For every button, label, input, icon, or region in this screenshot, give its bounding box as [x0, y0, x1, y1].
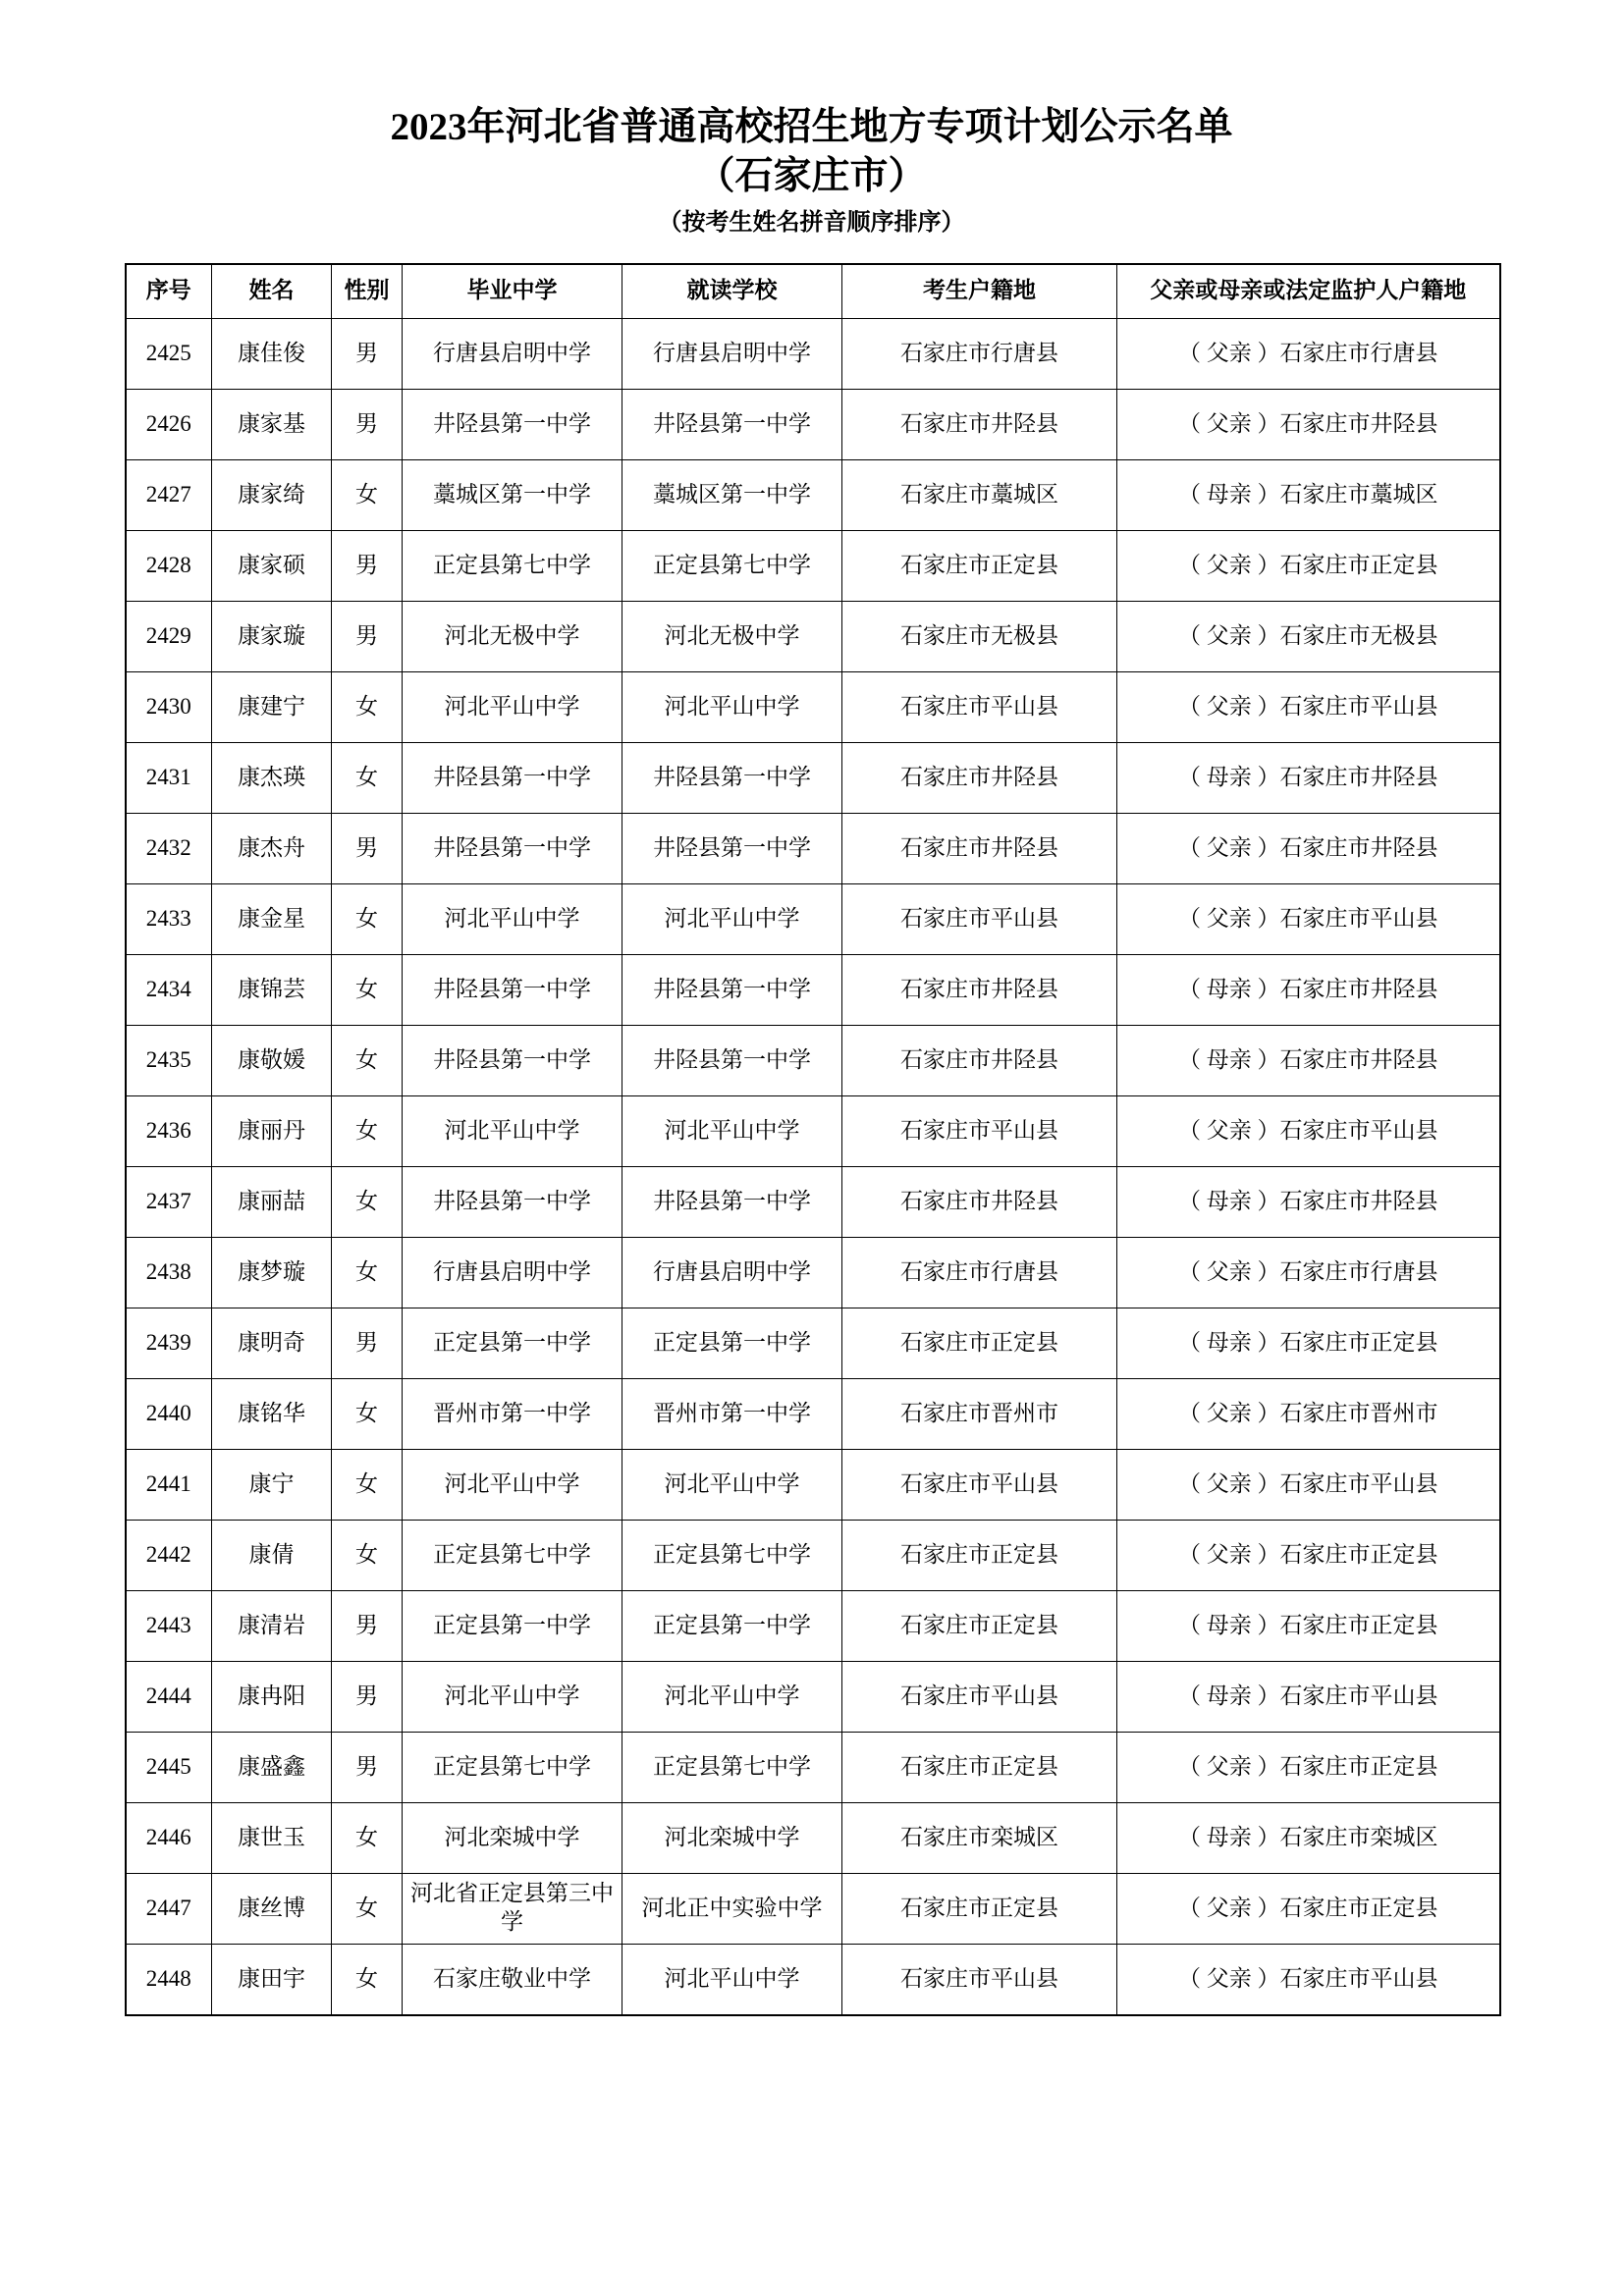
page-title: 2023年河北省普通高校招生地方专项计划公示名单 [390, 106, 1233, 148]
cell-attending-school: 行唐县启明中学 [622, 318, 842, 389]
cell-graduated-school: 正定县第一中学 [403, 1308, 622, 1378]
cell-guardian-household: （ 母亲 ）石家庄市井陉县 [1117, 1025, 1500, 1095]
table-row [126, 459, 1500, 530]
cell-student-household: 石家庄市晋州市 [842, 1378, 1117, 1449]
cell-guardian-household: （ 母亲 ）石家庄市井陉县 [1117, 954, 1500, 1025]
cell-guardian-household: （ 母亲 ）石家庄市平山县 [1117, 1661, 1500, 1732]
cell-gender: 男 [332, 601, 403, 671]
cell-graduated-school: 河北无极中学 [403, 601, 622, 671]
table-row [126, 389, 1500, 459]
cell-guardian-household: （ 母亲 ）石家庄市井陉县 [1117, 742, 1500, 813]
cell-index: 2445 [126, 1732, 212, 1802]
cell-student-household: 石家庄市井陉县 [842, 742, 1117, 813]
cell-student-household: 石家庄市平山县 [842, 1661, 1117, 1732]
cell-attending-school: 正定县第七中学 [622, 1732, 842, 1802]
table-row [126, 1520, 1500, 1590]
cell-guardian-household: （ 父亲 ）石家庄市晋州市 [1117, 1378, 1500, 1449]
cell-name: 康家硕 [212, 530, 332, 601]
cell-graduated-school: 井陉县第一中学 [403, 1025, 622, 1095]
cell-index: 2438 [126, 1237, 212, 1308]
cell-student-household: 石家庄市正定县 [842, 1520, 1117, 1590]
table-row [126, 1590, 1500, 1661]
cell-student-household: 石家庄市行唐县 [842, 318, 1117, 389]
cell-graduated-school: 河北栾城中学 [403, 1802, 622, 1873]
cell-graduated-school: 河北平山中学 [403, 1661, 622, 1732]
cell-graduated-school: 河北省正定县第三中学 [403, 1873, 622, 1944]
cell-gender: 女 [332, 1095, 403, 1166]
cell-attending-school: 河北平山中学 [622, 1661, 842, 1732]
cell-gender: 女 [332, 954, 403, 1025]
cell-attending-school: 河北平山中学 [622, 1944, 842, 2015]
cell-name: 康佳俊 [212, 318, 332, 389]
cell-name: 康敬媛 [212, 1025, 332, 1095]
cell-attending-school: 井陉县第一中学 [622, 1025, 842, 1095]
column-header-gender: 性别 [332, 264, 403, 319]
cell-guardian-household: （ 父亲 ）石家庄市平山县 [1117, 671, 1500, 742]
cell-name: 康丝博 [212, 1873, 332, 1944]
cell-name: 康家绮 [212, 459, 332, 530]
cell-guardian-household: （ 母亲 ）石家庄市正定县 [1117, 1308, 1500, 1378]
cell-guardian-household: （ 父亲 ）石家庄市无极县 [1117, 601, 1500, 671]
cell-attending-school: 井陉县第一中学 [622, 389, 842, 459]
cell-gender: 女 [332, 1944, 403, 2015]
column-header-index: 序号 [126, 264, 212, 319]
cell-graduated-school: 石家庄敬业中学 [403, 1944, 622, 2015]
cell-attending-school: 河北平山中学 [622, 1095, 842, 1166]
table-row [126, 954, 1500, 1025]
cell-attending-school: 正定县第七中学 [622, 530, 842, 601]
cell-gender: 男 [332, 1732, 403, 1802]
column-header-student-household: 考生户籍地 [842, 264, 1117, 319]
cell-student-household: 石家庄市井陉县 [842, 1025, 1117, 1095]
cell-graduated-school: 正定县第七中学 [403, 530, 622, 601]
cell-student-household: 石家庄市井陉县 [842, 813, 1117, 883]
table-row [126, 1237, 1500, 1308]
cell-graduated-school: 藁城区第一中学 [403, 459, 622, 530]
cell-gender: 女 [332, 1802, 403, 1873]
cell-guardian-household: （ 父亲 ）石家庄市平山县 [1117, 1449, 1500, 1520]
table-row [126, 813, 1500, 883]
table-row [126, 1166, 1500, 1237]
table-row [126, 1661, 1500, 1732]
cell-name: 康清岩 [212, 1590, 332, 1661]
cell-name: 康盛鑫 [212, 1732, 332, 1802]
cell-attending-school: 河北平山中学 [622, 671, 842, 742]
cell-index: 2433 [126, 883, 212, 954]
cell-student-household: 石家庄市正定县 [842, 1873, 1117, 1944]
cell-guardian-household: （ 父亲 ）石家庄市正定县 [1117, 1732, 1500, 1802]
cell-index: 2430 [126, 671, 212, 742]
cell-index: 2426 [126, 389, 212, 459]
cell-guardian-household: （ 母亲 ）石家庄市正定县 [1117, 1590, 1500, 1661]
cell-attending-school: 河北无极中学 [622, 601, 842, 671]
cell-index: 2428 [126, 530, 212, 601]
cell-name: 康建宁 [212, 671, 332, 742]
cell-graduated-school: 井陉县第一中学 [403, 1166, 622, 1237]
cell-index: 2439 [126, 1308, 212, 1378]
cell-index: 2425 [126, 318, 212, 389]
title-block [0, 0, 1623, 238]
cell-index: 2443 [126, 1590, 212, 1661]
cell-gender: 女 [332, 671, 403, 742]
cell-graduated-school: 正定县第七中学 [403, 1520, 622, 1590]
cell-gender: 男 [332, 1661, 403, 1732]
cell-gender: 女 [332, 459, 403, 530]
cell-guardian-household: （ 父亲 ）石家庄市行唐县 [1117, 1237, 1500, 1308]
cell-attending-school: 井陉县第一中学 [622, 954, 842, 1025]
cell-name: 康梦璇 [212, 1237, 332, 1308]
table-row [126, 1308, 1500, 1378]
cell-attending-school: 行唐县启明中学 [622, 1237, 842, 1308]
cell-name: 康家璇 [212, 601, 332, 671]
table-row [126, 1025, 1500, 1095]
cell-graduated-school: 井陉县第一中学 [403, 954, 622, 1025]
cell-graduated-school: 河北平山中学 [403, 1449, 622, 1520]
cell-guardian-household: （ 父亲 ）石家庄市平山县 [1117, 883, 1500, 954]
cell-name: 康明奇 [212, 1308, 332, 1378]
table-row [126, 601, 1500, 671]
cell-name: 康丽喆 [212, 1166, 332, 1237]
table-row [126, 742, 1500, 813]
cell-name: 康金星 [212, 883, 332, 954]
cell-gender: 女 [332, 1378, 403, 1449]
column-header-guardian-household: 父亲或母亲或法定监护人户籍地 [1117, 264, 1500, 319]
table-row [126, 1802, 1500, 1873]
table-row [126, 530, 1500, 601]
cell-attending-school: 藁城区第一中学 [622, 459, 842, 530]
cell-index: 2447 [126, 1873, 212, 1944]
cell-name: 康冉阳 [212, 1661, 332, 1732]
cell-index: 2435 [126, 1025, 212, 1095]
cell-attending-school: 正定县第一中学 [622, 1590, 842, 1661]
cell-gender: 男 [332, 389, 403, 459]
cell-student-household: 石家庄市栾城区 [842, 1802, 1117, 1873]
cell-student-household: 石家庄市正定县 [842, 1308, 1117, 1378]
cell-index: 2437 [126, 1166, 212, 1237]
cell-index: 2432 [126, 813, 212, 883]
cell-guardian-household: （ 父亲 ）石家庄市井陉县 [1117, 389, 1500, 459]
cell-name: 康家基 [212, 389, 332, 459]
cell-attending-school: 井陉县第一中学 [622, 1166, 842, 1237]
cell-graduated-school: 行唐县启明中学 [403, 318, 622, 389]
table-body [126, 318, 1500, 2015]
cell-index: 2440 [126, 1378, 212, 1449]
cell-student-household: 石家庄市平山县 [842, 671, 1117, 742]
cell-attending-school: 河北栾城中学 [622, 1802, 842, 1873]
cell-gender: 女 [332, 742, 403, 813]
cell-student-household: 石家庄市正定县 [842, 1732, 1117, 1802]
cell-index: 2448 [126, 1944, 212, 2015]
cell-graduated-school: 行唐县启明中学 [403, 1237, 622, 1308]
cell-student-household: 石家庄市正定县 [842, 530, 1117, 601]
cell-name: 康丽丹 [212, 1095, 332, 1166]
cell-index: 2446 [126, 1802, 212, 1873]
cell-attending-school: 河北正中实验中学 [622, 1873, 842, 1944]
cell-gender: 女 [332, 1520, 403, 1590]
cell-gender: 男 [332, 1308, 403, 1378]
cell-student-household: 石家庄市平山县 [842, 1449, 1117, 1520]
table-row [126, 671, 1500, 742]
cell-graduated-school: 井陉县第一中学 [403, 742, 622, 813]
roster-table [125, 263, 1501, 2016]
cell-name: 康田宇 [212, 1944, 332, 2015]
cell-gender: 女 [332, 883, 403, 954]
cell-gender: 男 [332, 530, 403, 601]
cell-attending-school: 井陉县第一中学 [622, 813, 842, 883]
cell-guardian-household: （ 父亲 ）石家庄市正定县 [1117, 1873, 1500, 1944]
cell-graduated-school: 河北平山中学 [403, 883, 622, 954]
cell-student-household: 石家庄市行唐县 [842, 1237, 1117, 1308]
table-row [126, 1873, 1500, 1944]
cell-name: 康锦芸 [212, 954, 332, 1025]
cell-guardian-household: （ 父亲 ）石家庄市行唐县 [1117, 318, 1500, 389]
cell-attending-school: 晋州市第一中学 [622, 1378, 842, 1449]
cell-graduated-school: 正定县第七中学 [403, 1732, 622, 1802]
cell-student-household: 石家庄市无极县 [842, 601, 1117, 671]
cell-student-household: 石家庄市井陉县 [842, 1166, 1117, 1237]
cell-name: 康杰舟 [212, 813, 332, 883]
sort-order-note: （按考生姓名拼音顺序排序） [658, 209, 965, 236]
table-row [126, 1095, 1500, 1166]
cell-index: 2441 [126, 1449, 212, 1520]
cell-guardian-household: （ 父亲 ）石家庄市平山县 [1117, 1944, 1500, 2015]
cell-name: 康宁 [212, 1449, 332, 1520]
table-header-row [126, 264, 1500, 319]
cell-attending-school: 正定县第一中学 [622, 1308, 842, 1378]
cell-student-household: 石家庄市平山县 [842, 883, 1117, 954]
column-header-graduated-school: 毕业中学 [403, 264, 622, 319]
cell-attending-school: 正定县第七中学 [622, 1520, 842, 1590]
table-row [126, 1378, 1500, 1449]
roster-table-container [125, 263, 1499, 2016]
cell-gender: 女 [332, 1237, 403, 1308]
cell-guardian-household: （ 父亲 ）石家庄市井陉县 [1117, 813, 1500, 883]
cell-graduated-school: 正定县第一中学 [403, 1590, 622, 1661]
cell-guardian-household: （ 母亲 ）石家庄市栾城区 [1117, 1802, 1500, 1873]
cell-index: 2429 [126, 601, 212, 671]
table-row [126, 1449, 1500, 1520]
cell-guardian-household: （ 父亲 ）石家庄市正定县 [1117, 1520, 1500, 1590]
cell-gender: 女 [332, 1873, 403, 1944]
cell-attending-school: 河北平山中学 [622, 883, 842, 954]
cell-index: 2436 [126, 1095, 212, 1166]
cell-graduated-school: 井陉县第一中学 [403, 813, 622, 883]
cell-student-household: 石家庄市平山县 [842, 1944, 1117, 2015]
cell-attending-school: 河北平山中学 [622, 1449, 842, 1520]
page-subtitle: （石家庄市） [696, 154, 927, 197]
column-header-attending-school: 就读学校 [622, 264, 842, 319]
cell-gender: 男 [332, 813, 403, 883]
cell-gender: 女 [332, 1166, 403, 1237]
cell-index: 2431 [126, 742, 212, 813]
cell-name: 康世玉 [212, 1802, 332, 1873]
cell-graduated-school: 河北平山中学 [403, 671, 622, 742]
cell-attending-school: 井陉县第一中学 [622, 742, 842, 813]
cell-student-household: 石家庄市藁城区 [842, 459, 1117, 530]
cell-graduated-school: 河北平山中学 [403, 1095, 622, 1166]
cell-guardian-household: （ 父亲 ）石家庄市正定县 [1117, 530, 1500, 601]
cell-graduated-school: 晋州市第一中学 [403, 1378, 622, 1449]
table-row [126, 1944, 1500, 2015]
table-row [126, 1732, 1500, 1802]
column-header-name: 姓名 [212, 264, 332, 319]
cell-guardian-household: （ 母亲 ）石家庄市藁城区 [1117, 459, 1500, 530]
cell-guardian-household: （ 母亲 ）石家庄市井陉县 [1117, 1166, 1500, 1237]
cell-student-household: 石家庄市井陉县 [842, 389, 1117, 459]
cell-student-household: 石家庄市平山县 [842, 1095, 1117, 1166]
cell-index: 2444 [126, 1661, 212, 1732]
table-header [126, 264, 1500, 319]
cell-name: 康倩 [212, 1520, 332, 1590]
cell-student-household: 石家庄市井陉县 [842, 954, 1117, 1025]
cell-name: 康铭华 [212, 1378, 332, 1449]
cell-gender: 女 [332, 1449, 403, 1520]
cell-index: 2427 [126, 459, 212, 530]
cell-gender: 男 [332, 318, 403, 389]
cell-gender: 男 [332, 1590, 403, 1661]
table-row [126, 318, 1500, 389]
cell-guardian-household: （ 父亲 ）石家庄市平山县 [1117, 1095, 1500, 1166]
cell-graduated-school: 井陉县第一中学 [403, 389, 622, 459]
table-row [126, 883, 1500, 954]
cell-index: 2442 [126, 1520, 212, 1590]
cell-student-household: 石家庄市正定县 [842, 1590, 1117, 1661]
cell-index: 2434 [126, 954, 212, 1025]
cell-name: 康杰瑛 [212, 742, 332, 813]
cell-gender: 女 [332, 1025, 403, 1095]
